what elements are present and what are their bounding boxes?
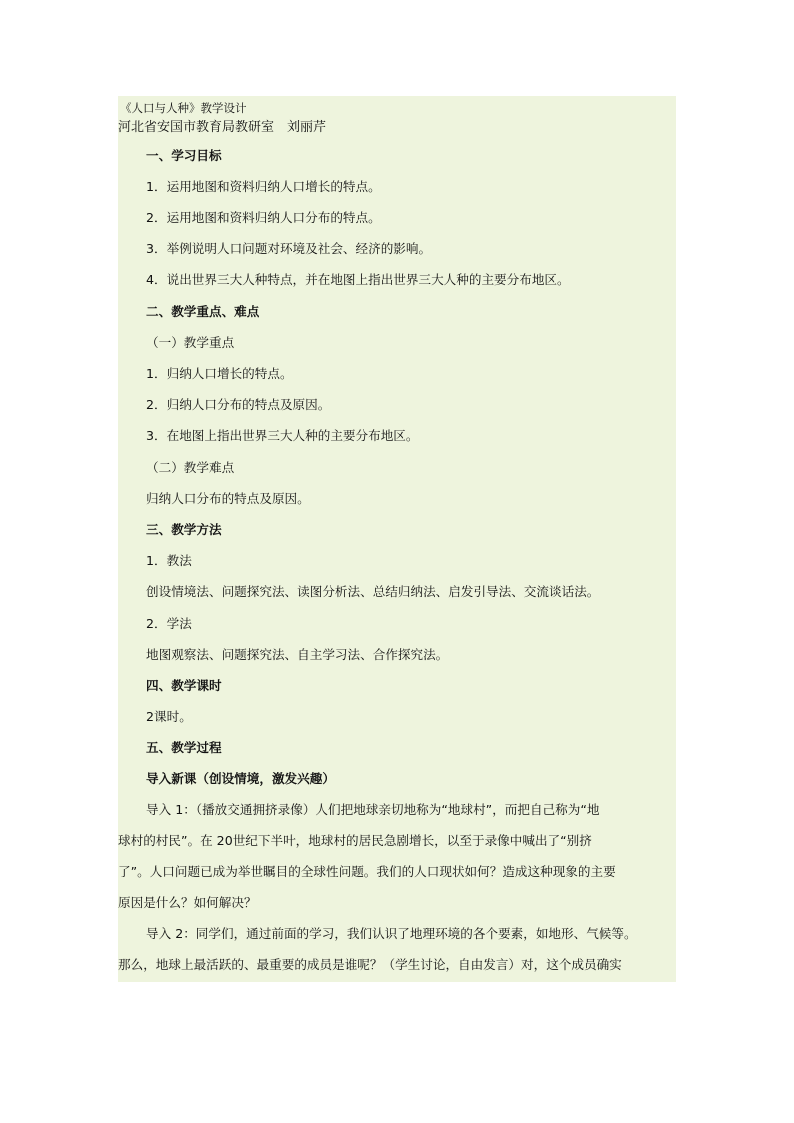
subsection-heading: （二）教学难点 (146, 460, 235, 475)
doc-title: 《人口与人种》教学设计 (120, 101, 247, 115)
paragraph-line: 原因是什么？如何解决？ (118, 895, 257, 910)
paragraph: 创设情境法、问题探究法、读图分析法、总结归纳法、启发引导法、交流谈话法。 (146, 584, 600, 599)
section-heading: 三、教学方法 (146, 522, 222, 537)
paragraph: 地图观察法、问题探究法、自主学习法、合作探究法。 (146, 647, 449, 662)
paragraph-line: 球村的村民”。在 20世纪下半叶，地球村的居民急剧增长，以至于录像中喊出了“别挤 (118, 833, 592, 848)
document-page (118, 96, 676, 982)
list-item: 3．举例说明人口问题对环境及社会、经济的影响。 (146, 241, 432, 256)
paragraph-line: 了”。人口问题已成为举世瞩目的全球性问题。我们的人口现状如何？造成这种现象的主要 (118, 864, 616, 879)
list-item: 3．在地图上指出世界三大人种的主要分布地区。 (146, 428, 419, 443)
section-heading: 二、教学重点、难点 (146, 304, 260, 319)
subsection-heading: 2．学法 (146, 616, 192, 631)
list-item: 2．归纳人口分布的特点及原因。 (146, 397, 331, 412)
paragraph-line: 导入 1：（播放交通拥挤录像）人们把地球亲切地称为“地球村”，而把自己称为“地 (146, 802, 600, 817)
subsection-heading: 导入新课（创设情境，激发兴趣） (146, 771, 335, 786)
paragraph-line: 那么，地球上最活跃的、最重要的成员是谁呢？（学生讨论，自由发言）对，这个成员确实 (118, 957, 622, 972)
paragraph-line: 导入 2：同学们，通过前面的学习，我们认识了地理环境的各个要素，如地形、气候等。 (146, 926, 637, 941)
paragraph: 2课时。 (146, 709, 192, 724)
doc-author: 河北省安国市教育局教研室 刘丽芹 (118, 120, 327, 135)
list-item: 1．运用地图和资料归纳人口增长的特点。 (146, 179, 381, 194)
list-item: 4．说出世界三大人种特点，并在地图上指出世界三大人种的主要分布地区。 (146, 272, 570, 287)
subsection-heading: 1．教法 (146, 553, 192, 568)
list-item: 1．归纳人口增长的特点。 (146, 366, 293, 381)
paragraph: 归纳人口分布的特点及原因。 (146, 491, 310, 506)
section-heading: 一、学习目标 (146, 148, 222, 163)
subsection-heading: （一）教学重点 (146, 335, 235, 350)
section-heading: 四、教学课时 (146, 678, 222, 693)
section-heading: 五、教学过程 (146, 740, 222, 755)
list-item: 2．运用地图和资料归纳人口分布的特点。 (146, 210, 381, 225)
